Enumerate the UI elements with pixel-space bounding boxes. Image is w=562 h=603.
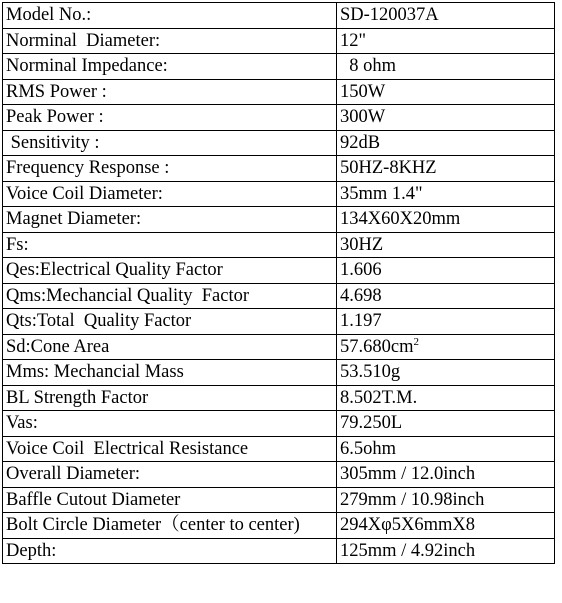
spec-value-text: 8.502T.M.: [340, 387, 418, 408]
spec-label: RMS Power :: [3, 79, 337, 105]
spec-label: Vas:: [3, 411, 337, 437]
spec-label: Mms: Mechancial Mass: [3, 360, 337, 386]
spec-row: [3, 487, 555, 513]
spec-value: [337, 411, 555, 437]
spec-value: [337, 79, 555, 105]
spec-row: [3, 3, 555, 29]
spec-label: Bolt Circle Diameter（center to center): [3, 513, 337, 539]
spec-row: [3, 411, 555, 437]
spec-value: [337, 130, 555, 156]
spec-label: Sensitivity :: [3, 130, 337, 156]
spec-value: [337, 513, 555, 539]
spec-label: Baffle Cutout Diameter: [3, 487, 337, 513]
spec-value-text: 4.698: [340, 285, 382, 306]
spec-label: Frequency Response :: [3, 156, 337, 182]
spec-value-text: 30HZ: [340, 234, 384, 255]
spec-row: [3, 462, 555, 488]
spec-label: Norminal Impedance:: [3, 54, 337, 80]
spec-value: [337, 181, 555, 207]
spec-value-text: 53.510g: [340, 362, 401, 383]
spec-row: [3, 258, 555, 284]
spec-value-text: 92dB: [340, 132, 381, 153]
spec-value: [337, 360, 555, 386]
spec-row: [3, 309, 555, 335]
spec-value-text: 50HZ-8KHZ: [340, 158, 437, 179]
spec-row: [3, 156, 555, 182]
spec-label: Depth:: [3, 538, 337, 564]
spec-label: Magnet Diameter:: [3, 207, 337, 233]
spec-value-text: 294Xφ5X6mmX8: [340, 515, 476, 536]
spec-value-text: 300W: [340, 107, 386, 128]
spec-value: [337, 258, 555, 284]
spec-label: Overall Diameter:: [3, 462, 337, 488]
spec-label: Voice Coil Diameter:: [3, 181, 337, 207]
spec-row: [3, 54, 555, 80]
spec-row: [3, 436, 555, 462]
spec-value-text: 150W: [340, 81, 386, 102]
spec-value: [337, 334, 555, 360]
spec-value-text: 125mm / 4.92inch: [340, 540, 476, 561]
spec-value-text: SD-120037A: [340, 5, 439, 26]
spec-label: Qes:Electrical Quality Factor: [3, 258, 337, 284]
spec-row: [3, 283, 555, 309]
spec-value: [337, 54, 555, 80]
spec-row: [3, 232, 555, 258]
spec-label: Voice Coil Electrical Resistance: [3, 436, 337, 462]
spec-row: [3, 360, 555, 386]
spec-row: [3, 181, 555, 207]
spec-row: [3, 334, 555, 360]
spec-label: Qts:Total Quality Factor: [3, 309, 337, 335]
spec-value: [337, 283, 555, 309]
spec-label: Peak Power :: [3, 105, 337, 131]
spec-value-text: 305mm / 12.0inch: [340, 464, 476, 485]
spec-row: [3, 130, 555, 156]
spec-value-superscript: 2: [413, 335, 419, 348]
spec-value: [337, 385, 555, 411]
spec-value-text: 12": [340, 30, 367, 51]
spec-label: Norminal Diameter:: [3, 28, 337, 54]
spec-value-text: 35mm 1.4": [340, 183, 423, 204]
spec-value-text: 57.680cm: [340, 336, 414, 357]
spec-value: [337, 436, 555, 462]
spec-value-text: 79.250L: [340, 413, 403, 434]
spec-value-text: 1.606: [340, 260, 382, 281]
spec-value: [337, 487, 555, 513]
spec-value-text: 1.197: [340, 311, 382, 332]
spec-label: Fs:: [3, 232, 337, 258]
spec-value: [337, 105, 555, 131]
spec-row: [3, 538, 555, 564]
spec-label: BL Strength Factor: [3, 385, 337, 411]
spec-value: [337, 309, 555, 335]
spec-value: [337, 207, 555, 233]
spec-value-text: 279mm / 10.98inch: [340, 489, 485, 510]
spec-table-body: [3, 3, 555, 564]
spec-value: [337, 3, 555, 29]
spec-value-text: 6.5ohm: [340, 438, 397, 459]
speaker-spec-table: [2, 2, 555, 564]
spec-row: [3, 28, 555, 54]
spec-row: [3, 207, 555, 233]
spec-row: [3, 105, 555, 131]
spec-value-text: 134X60X20mm: [340, 209, 461, 230]
spec-label: Sd:Cone Area: [3, 334, 337, 360]
spec-value: [337, 156, 555, 182]
spec-value: [337, 232, 555, 258]
spec-value-text: 8 ohm: [340, 56, 397, 77]
spec-value: [337, 28, 555, 54]
spec-label: Qms:Mechancial Quality Factor: [3, 283, 337, 309]
spec-label: Model No.:: [3, 3, 337, 29]
spec-row: [3, 385, 555, 411]
spec-row: [3, 79, 555, 105]
spec-value: [337, 538, 555, 564]
spec-value: [337, 462, 555, 488]
spec-row: [3, 513, 555, 539]
